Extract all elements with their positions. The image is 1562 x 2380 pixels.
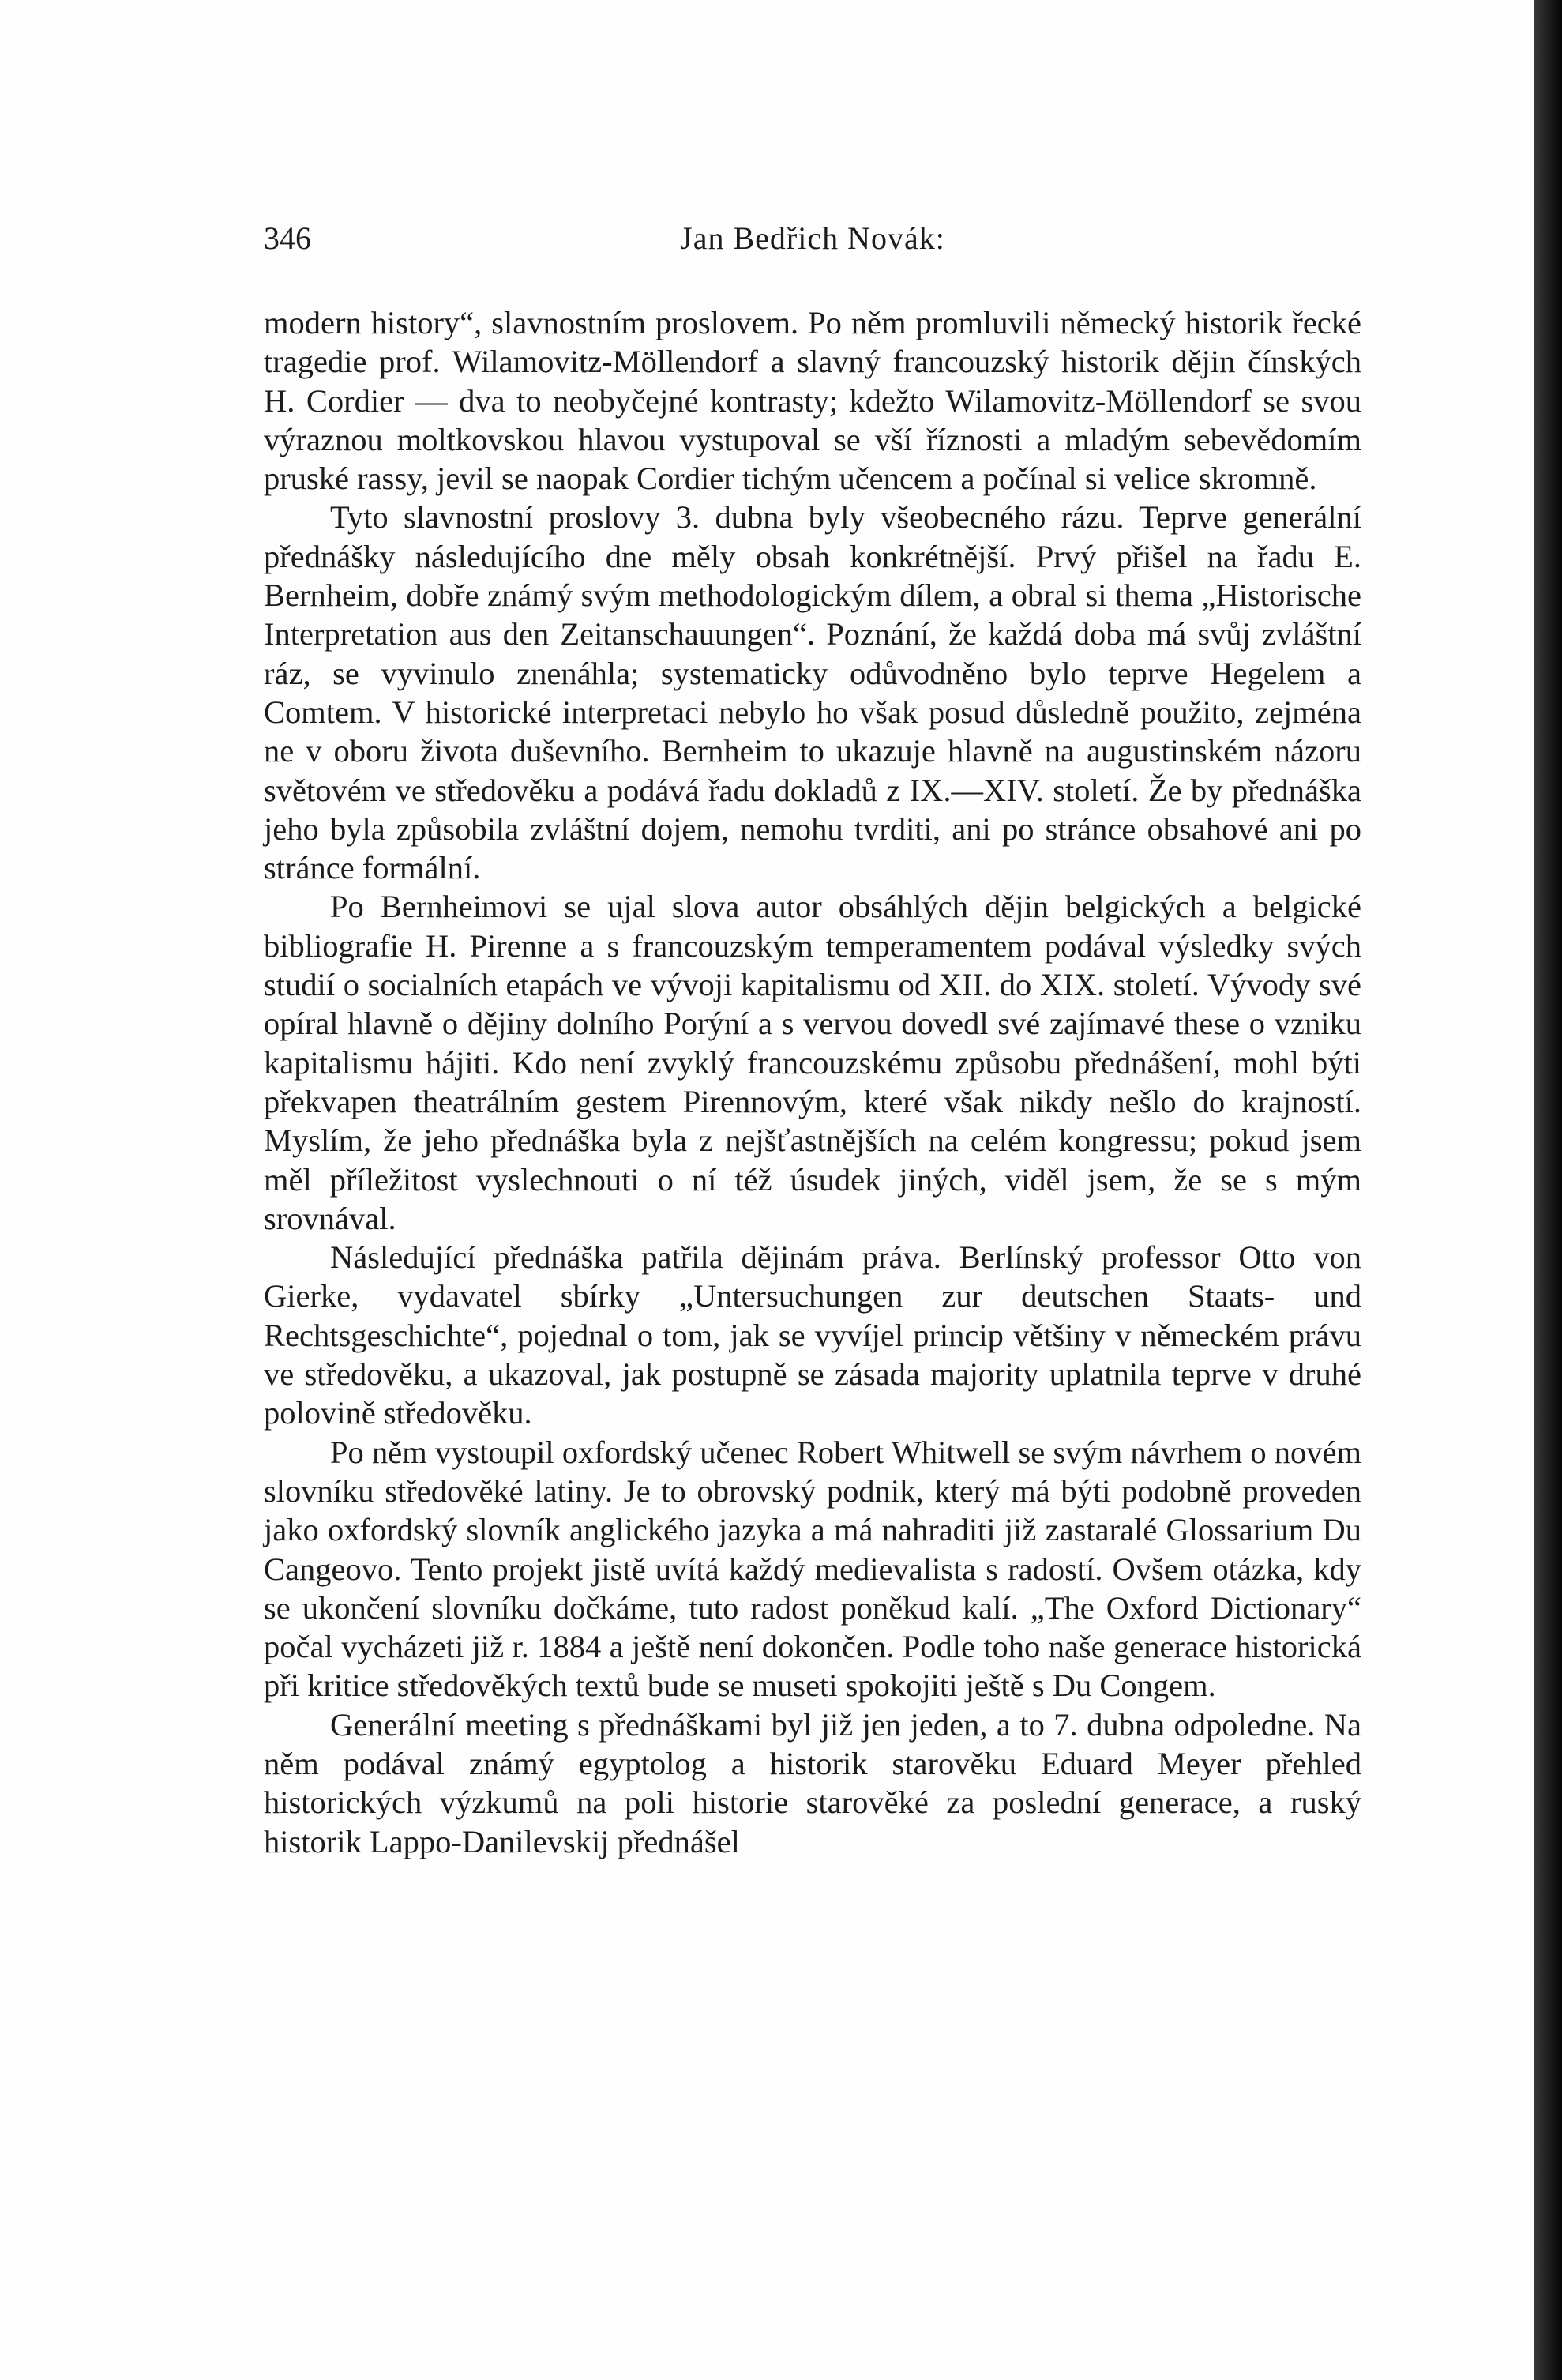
body-text xyxy=(264,303,1361,1861)
paragraph-bernheim: Tyto slavnostní proslovy 3. dubna byly všeobecného rázu. Teprve generální přednášky následujícího dne měly obsah konkrétnější. Prvý přišel na řadu E. Bernheim, dobře známý svým methodologickým dílem, a obral si thema „Historische Interpretation aus den Zeitanschauungen“. Poznání, že každá doba má svůj zvláštní ráz, se vyvinulo znenáhla; systematicky odůvodněno bylo teprve Hegelem a Comtem. V historické interpretaci nebylo ho však posud důsledně použito, zejména ne v oboru života duševního. Bernheim to ukazuje hlavně na augustinském názoru světovém ve středověku a podává řadu dokladů z IX.—XIV. století. Že by přednáška jeho byla způsobila zvláštní dojem, nemohu tvrditi, ani po stránce obsahové ani po stránce formální. xyxy=(264,499,1361,886)
page-header xyxy=(264,220,1361,267)
paragraph-meyer: Generální meeting s přednáškami byl již jen jeden, a to 7. dubna odpoledne. Na něm podával známý egyptolog a historik starověku Eduard Meyer přehled historických výzkumů na poli historie starověké za poslední generace, a ruský historik Lappo-Danilevskij přednášel xyxy=(264,1706,1361,1859)
paragraph-pirenne: Po Bernheimovi se ujal slova autor obsáhlých dějin belgických a belgické bibliografie H. Pirenne a s francouzským temperamentem podával výsledky svých studií o socialních etapách ve vývoji kapitalismu od XII. do XIX. století. Vývody své opíral hlavně o dějiny dolního Porýní a s vervou dovedl své zajímavé these o vzniku kapitalismu hájiti. Kdo není zvyklý francouzskému způsobu přednášení, mohl býti překvapen theatrálním gestem Pirennovým, které však nikdy nešlo do krajností. Myslím, že jeho přednáška byla z nejšťastnějších na celém kongressu; pokud jsem měl příležitost vyslechnouti o ní též úsudek jiných, viděl jsem, že se s mým srovnával. xyxy=(264,889,1361,1236)
paragraph-continuation: modern history“, slavnostním proslovem. Po něm promluvili německý historik řecké tragedie prof. Wilamovitz-Möllendorf a slavný francouzský historik dějin čínských H. Cordier — dva to neobyčejné kontrasty; kdežto Wilamovitz-Möllendorf se svou výraznou moltkovskou hlavou vystupoval se vší říznosti a mladým sebevědomím pruské rassy, jevil se naopak Cordier tichým učencem a počínal si velice skromně. xyxy=(264,305,1361,497)
book-spine-shadow xyxy=(1534,0,1562,2380)
page-number: 346 xyxy=(264,220,311,256)
paragraph-whitwell: Po něm vystoupil oxfordský učenec Robert Whitwell se svým návrhem o novém slovníku středověké latiny. Je to obrovský podnik, který má býti podobně proveden jako oxfordský slovník anglického jazyka a má nahraditi již zastaralé Glossarium Du Cangeovo. Tento projekt jistě uvítá každý medievalista s radostí. Ovšem otázka, kdy se ukončení slovníku dočkáme, tuto radost poněkud kalí. „The Oxford Dictionary“ počal vycházeti již r. 1884 a ještě není dokončen. Podle toho naše generace historická při kritice středověkých textů bude se museti spokojiti ještě s Du Congem. xyxy=(264,1434,1361,1704)
running-title: Jan Bedřich Novák: xyxy=(680,220,945,256)
paragraph-gierke: Následující přednáška patřila dějinám práva. Berlínský professor Otto von Gierke, vydavatel sbírky „Untersuchungen zur deutschen Staats- und Rechtsgeschichte“, pojednal o tom, jak se vyvíjel princip většiny v německém právu ve středověku, a ukazoval, jak postupně se zásada majority uplatnila teprve v druhé polovině středověku. xyxy=(264,1239,1361,1431)
